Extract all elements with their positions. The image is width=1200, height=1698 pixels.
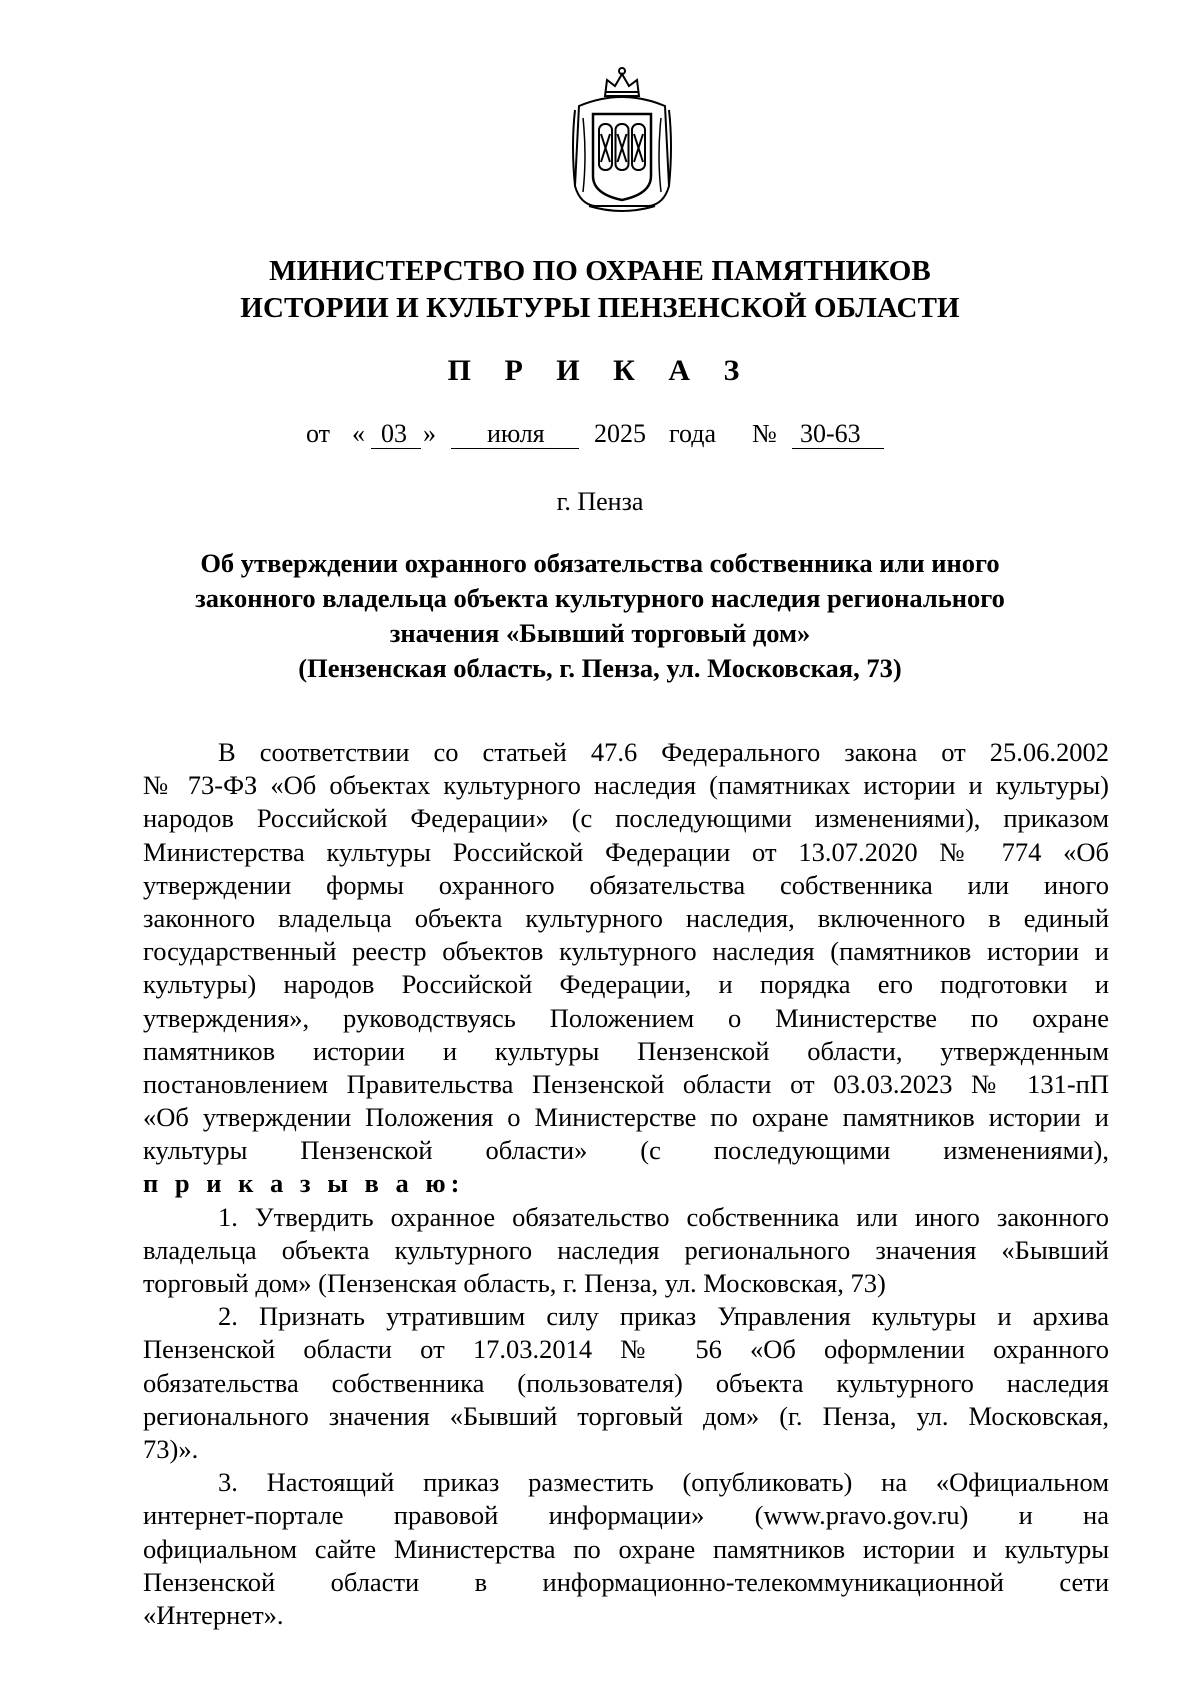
item-3-line: официальном сайте Министерства по охране памятников истории и культуры [143, 1533, 1109, 1564]
title-line: законного владельца объекта культурного наследия регионального [195, 583, 1005, 613]
ministry-name-line-2: ИСТОРИИ И КУЛЬТУРЫ ПЕНЗЕНСКОЙ ОБЛАСТИ [240, 292, 960, 324]
ministry-name-line-1: МИНИСТЕРСТВО ПО ОХРАНЕ ПАМЯТНИКОВ [269, 255, 931, 287]
item-3-line: «Интернет». [143, 1599, 284, 1630]
order-word-line [143, 1167, 1109, 1200]
item-2-line: обязательства собственника (пользователя) объекта культурного наследия [143, 1367, 1109, 1398]
item-1-line: владельца объекта культурного наследия регионального значения «Бывший [143, 1234, 1109, 1265]
item-3-line: интернет-портале правовой информации» (www.pravo.gov.ru) и на [143, 1500, 1109, 1531]
date-from-label: от [306, 419, 331, 448]
title-line: Об утверждении охранного обязательства собственника или иного [200, 548, 1000, 578]
body-line: культуры) народов Российской Федерации, и порядка его подготовки и [143, 969, 1109, 1000]
body-line: утверждении формы охранного обязательства собственника или иного [143, 869, 1109, 900]
date-quote-close: » [423, 419, 436, 448]
body-line: В соответствии со статьей 47.6 Федерального закона от 25.06.2002 [218, 737, 1109, 767]
date-quote-open: « [352, 419, 365, 448]
item-3-line: 3. Настоящий приказ разместить (опубликовать) на «Официальном [218, 1467, 1109, 1498]
body-line: «Об утверждении Положения о Министерстве по охране памятников истории и [143, 1102, 1109, 1133]
date-year-word: года [669, 419, 717, 448]
document-body [143, 736, 1109, 1632]
order-number: 30-63 [800, 419, 861, 448]
document-type-heading: П Р И К А З [447, 354, 753, 387]
item-3-line: Пензенской области в информационно-телекоммуникационной сети [143, 1566, 1109, 1597]
date-day: 03 [381, 419, 407, 448]
item-2-line: Пензенской области от 17.03.2014 № 56 «Об оформлении охранного [143, 1334, 1109, 1365]
city-name: г. Пенза [556, 487, 644, 516]
coat-of-arms-emblem [569, 66, 675, 214]
title-line: (Пензенская область, г. Пенза, ул. Московская, 73) [298, 653, 902, 683]
body-line: № 73-ФЗ «Об объектах культурного наследия (памятниках истории и культуры) [143, 770, 1109, 801]
date-year: 2025 [594, 419, 646, 448]
document-title [120, 546, 1080, 686]
body-line: Министерства культуры Российской Федерации от 13.07.2020 № 774 «Об [143, 836, 1109, 867]
order-number-sign: № [752, 419, 777, 448]
body-line: народов Российской Федерации» (с последующими изменениями), приказом [143, 803, 1109, 834]
item-1-line: 1. Утвердить охранное обязательство собственника или иного законного [218, 1201, 1109, 1232]
body-line: законного владельца объекта культурного наследия, включенного в единый [143, 902, 1109, 933]
date-month: июля [487, 419, 545, 448]
item-2-line: регионального значения «Бывший торговый дом» (г. Пенза, ул. Московская, [143, 1400, 1109, 1431]
order-word: п р и к а з ы в а ю: [143, 1168, 465, 1199]
date-month-underline [451, 448, 579, 449]
title-line: значения «Бывший торговый дом» [389, 618, 811, 648]
body-line: памятников истории и культуры Пензенской области, утвержденным [143, 1035, 1109, 1066]
date-day-underline [371, 448, 421, 449]
item-2-line: 73)». [143, 1433, 199, 1464]
order-number-underline [792, 448, 884, 449]
item-1-line: торговый дом» (Пензенская область, г. Пенза, ул. Московская, 73) [143, 1268, 886, 1298]
item-2-line: 2. Признать утратившим силу приказ Управления культуры и архива [218, 1301, 1109, 1332]
body-line: государственный реестр объектов культурного наследия (памятников истории и [143, 936, 1109, 967]
body-line: постановлением Правительства Пензенской области от 03.03.2023 № 131-пП [143, 1068, 1109, 1099]
body-line: утверждения», руководствуясь Положением о Министерстве по охране [143, 1002, 1109, 1033]
body-line: культуры Пензенской области» (с последующими изменениями), [143, 1135, 1109, 1166]
